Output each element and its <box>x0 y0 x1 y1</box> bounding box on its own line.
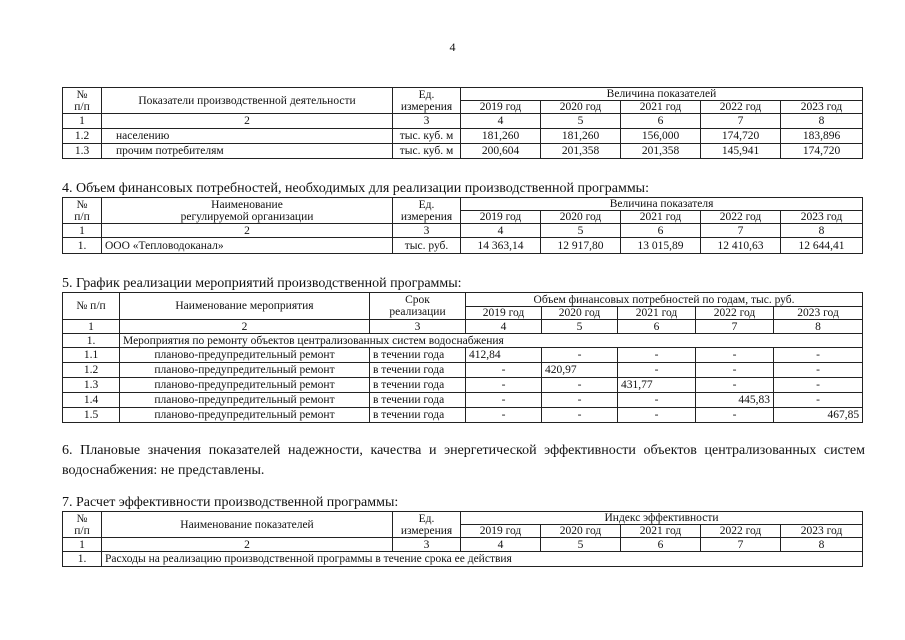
values-header: Величина показателя <box>461 198 863 211</box>
index-cell: 8 <box>781 224 863 238</box>
year-header: 2023 год <box>774 307 863 320</box>
group-name: Мероприятия по ремонту объектов централизованных систем водоснабжения <box>120 334 863 348</box>
row-num: 1.5 <box>63 408 120 423</box>
index-cell: 7 <box>696 320 774 334</box>
production-indicators-table <box>62 87 863 159</box>
values-header: Объем финансовых потребностей по годам, тыс. руб. <box>466 293 863 307</box>
index-cell: 5 <box>541 224 621 238</box>
year-header: 2019 год <box>466 307 542 320</box>
table-row <box>63 393 863 408</box>
index-cell: 7 <box>701 114 781 129</box>
value-cell: - <box>774 378 863 393</box>
index-cell: 5 <box>541 114 621 129</box>
col-unit-header: Ед. измерения <box>393 198 461 224</box>
row-num: 1.3 <box>63 144 102 159</box>
value-cell: 201,358 <box>541 144 621 159</box>
index-cell: 6 <box>621 114 701 129</box>
value-cell: 13 015,89 <box>621 238 701 254</box>
table-row <box>63 363 863 378</box>
year-header: 2023 год <box>781 211 863 224</box>
index-cell: 7 <box>701 224 781 238</box>
year-header: 2021 год <box>621 101 701 114</box>
index-row <box>63 224 863 238</box>
value-cell: - <box>618 348 696 363</box>
activity-term: в течении года <box>370 363 466 378</box>
row-num: 1.2 <box>63 129 102 144</box>
value-cell: - <box>466 408 542 423</box>
activity-term: в течении года <box>370 408 466 423</box>
col-unit-header: Ед. измерения <box>393 88 461 114</box>
value-cell: - <box>542 378 618 393</box>
table-row <box>63 348 863 363</box>
index-cell: 2 <box>102 224 393 238</box>
table-row <box>63 129 863 144</box>
value-cell: - <box>774 363 863 378</box>
values-header: Индекс эффективности <box>461 512 863 525</box>
index-cell: 7 <box>701 538 781 552</box>
value-cell: - <box>618 393 696 408</box>
index-cell: 2 <box>102 114 393 129</box>
value-cell: 420,97 <box>542 363 618 378</box>
index-cell: 6 <box>621 538 701 552</box>
row-unit: тыс. куб. м <box>393 144 461 159</box>
value-cell: - <box>542 408 618 423</box>
section-4-title: 4. Объем финансовых потребностей, необходимых для реализации производственной программы: <box>62 181 649 196</box>
row-text: Расходы на реализацию производственной программы в течение срока ее действия <box>102 552 863 567</box>
value-cell: 14 363,14 <box>461 238 541 254</box>
value-cell: - <box>618 408 696 423</box>
activity-name: планово-предупредительный ремонт <box>120 393 370 408</box>
index-cell: 8 <box>781 114 863 129</box>
value-cell: - <box>696 348 774 363</box>
value-cell: - <box>542 348 618 363</box>
row-num: 1. <box>63 238 102 254</box>
row-num: 1.2 <box>63 363 120 378</box>
index-cell: 4 <box>461 114 541 129</box>
value-cell: - <box>774 348 863 363</box>
year-header: 2021 год <box>621 211 701 224</box>
efficiency-table <box>62 511 863 567</box>
activity-name: планово-предупредительный ремонт <box>120 378 370 393</box>
table-row <box>63 552 863 567</box>
value-cell: 201,358 <box>621 144 701 159</box>
activity-term: в течении года <box>370 393 466 408</box>
index-cell: 3 <box>393 538 461 552</box>
year-header: 2020 год <box>541 101 621 114</box>
index-cell: 6 <box>621 224 701 238</box>
organization-name: ООО «Тепловодоканал» <box>102 238 393 254</box>
year-header: 2022 год <box>696 307 774 320</box>
row-num: 1.1 <box>63 348 120 363</box>
col-unit-header: Ед. измерения <box>393 512 461 538</box>
index-cell: 8 <box>774 320 863 334</box>
index-row <box>63 320 863 334</box>
col-num-header: № п/п <box>63 88 102 114</box>
year-header: 2022 год <box>701 211 781 224</box>
row-unit: тыс. руб. <box>393 238 461 254</box>
year-header: 2022 год <box>701 101 781 114</box>
activity-name: планово-предупредительный ремонт <box>120 348 370 363</box>
activity-name: планово-предупредительный ремонт <box>120 408 370 423</box>
values-header: Величина показателей <box>461 88 863 101</box>
year-header: 2023 год <box>781 525 863 538</box>
activity-term: в течении года <box>370 348 466 363</box>
year-header: 2021 год <box>618 307 696 320</box>
index-cell: 4 <box>461 538 541 552</box>
year-header: 2019 год <box>461 525 541 538</box>
row-name: населению <box>102 129 393 144</box>
year-header: 2020 год <box>541 211 621 224</box>
value-cell: 145,941 <box>701 144 781 159</box>
section-6-text: 6. Плановые значения показателей надежности, качества и энергетической эффективности объектов централизованных систем водоснабжения: не представлены. <box>62 443 865 478</box>
value-cell: - <box>696 408 774 423</box>
schedule-table <box>62 292 863 423</box>
page-number: 4 <box>449 40 456 54</box>
value-cell: 431,77 <box>618 378 696 393</box>
row-num: 1.4 <box>63 393 120 408</box>
index-row <box>63 114 863 129</box>
value-cell: 412,84 <box>466 348 542 363</box>
value-cell: 12 917,80 <box>541 238 621 254</box>
value-cell: 467,85 <box>774 408 863 423</box>
index-cell: 8 <box>781 538 863 552</box>
index-cell: 4 <box>461 224 541 238</box>
table-row <box>63 144 863 159</box>
year-header: 2022 год <box>701 525 781 538</box>
year-header: 2019 год <box>461 101 541 114</box>
financial-needs-table <box>62 197 863 254</box>
value-cell: 181,260 <box>461 129 541 144</box>
value-cell: 12 410,63 <box>701 238 781 254</box>
index-cell: 3 <box>393 114 461 129</box>
index-cell: 1 <box>63 224 102 238</box>
col-num-header: № п/п <box>63 293 120 320</box>
index-cell: 4 <box>466 320 542 334</box>
index-cell: 1 <box>63 538 102 552</box>
col-term-header: Срок реализации <box>370 293 466 320</box>
year-header: 2020 год <box>541 525 621 538</box>
activity-name: планово-предупредительный ремонт <box>120 363 370 378</box>
value-cell: 174,720 <box>701 129 781 144</box>
row-num: 1. <box>63 552 102 567</box>
table-row <box>63 378 863 393</box>
index-cell: 6 <box>618 320 696 334</box>
value-cell: - <box>466 378 542 393</box>
value-cell: - <box>466 393 542 408</box>
year-header: 2020 год <box>542 307 618 320</box>
row-num: 1.3 <box>63 378 120 393</box>
index-row <box>63 538 863 552</box>
index-cell: 5 <box>541 538 621 552</box>
index-cell: 2 <box>102 538 393 552</box>
table-row <box>63 408 863 423</box>
year-header: 2023 год <box>781 101 863 114</box>
activity-term: в течении года <box>370 378 466 393</box>
row-name: прочим потребителям <box>102 144 393 159</box>
value-cell: 200,604 <box>461 144 541 159</box>
value-cell: 12 644,41 <box>781 238 863 254</box>
index-cell: 1 <box>63 114 102 129</box>
value-cell: 181,260 <box>541 129 621 144</box>
col-name-header: Показатели производственной деятельности <box>102 88 393 114</box>
index-cell: 5 <box>542 320 618 334</box>
value-cell: 183,896 <box>781 129 863 144</box>
year-header: 2021 год <box>621 525 701 538</box>
value-cell: - <box>774 393 863 408</box>
table-row <box>63 238 863 254</box>
group-row <box>63 334 863 348</box>
value-cell: - <box>542 393 618 408</box>
col-num-header: № п/п <box>63 512 102 538</box>
value-cell: 174,720 <box>781 144 863 159</box>
col-num-header: № п/п <box>63 198 102 224</box>
year-header: 2019 год <box>461 211 541 224</box>
value-cell: 156,000 <box>621 129 701 144</box>
col-name-header: Наименование мероприятия <box>120 293 370 320</box>
section-5-title: 5. График реализации мероприятий производственной программы: <box>62 276 462 291</box>
value-cell: 445,83 <box>696 393 774 408</box>
index-cell: 2 <box>120 320 370 334</box>
col-name-header: Наименование показателей <box>102 512 393 538</box>
value-cell: - <box>466 363 542 378</box>
index-cell: 3 <box>393 224 461 238</box>
value-cell: - <box>696 378 774 393</box>
index-cell: 1 <box>63 320 120 334</box>
section-7-title: 7. Расчет эффективности производственной программы: <box>62 495 399 510</box>
value-cell: - <box>696 363 774 378</box>
row-unit: тыс. куб. м <box>393 129 461 144</box>
row-num: 1. <box>63 334 120 348</box>
col-name-header: Наименование регулируемой организации <box>102 198 393 224</box>
index-cell: 3 <box>370 320 466 334</box>
value-cell: - <box>618 363 696 378</box>
